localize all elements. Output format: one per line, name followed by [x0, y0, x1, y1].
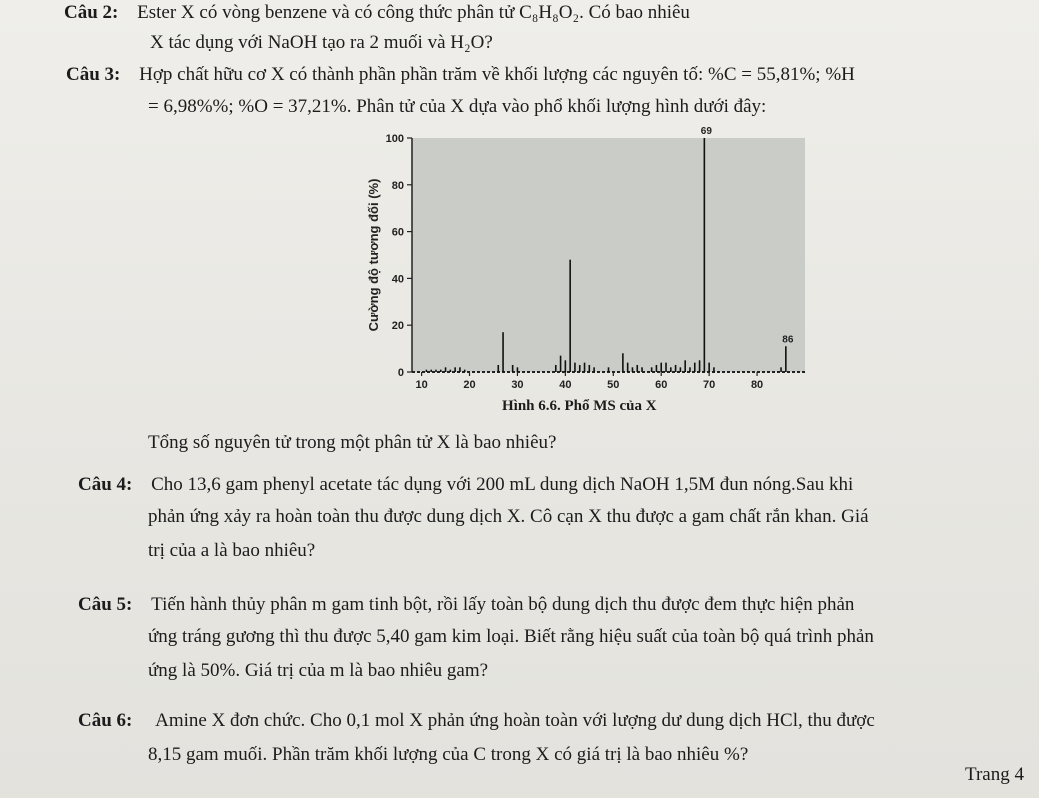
x-tick-label: 70 [703, 379, 716, 391]
question-2-line-2: X tác dụng với NaOH tạo ra 2 muối và H₂O? [150, 32, 493, 53]
y-tick-label: 60 [391, 226, 404, 239]
figure-caption: Hình 6.6. Phổ MS của X [502, 398, 657, 414]
question-3-prompt: Tổng số nguyên tử trong một phân tử X là bao nhiêu? [148, 432, 557, 453]
mass-spectrum-svg [360, 110, 820, 400]
plot-area [412, 138, 805, 372]
x-tick-label: 30 [511, 379, 524, 391]
question-2-line-1 [64, 2, 690, 24]
question-4-text-1: Cho 13,6 gam phenyl acetate tác dụng với 200 mL dung dịch NaOH 1,5M đun nóng.Sau khi [151, 474, 854, 495]
question-6-line-2: 8,15 gam muối. Phần trăm khối lượng của C trong X có giá trị là bao nhiêu %? [148, 744, 749, 765]
y-tick-label: 20 [391, 320, 404, 333]
question-4-label: Câu 4: [78, 474, 133, 495]
question-3-label: Câu 3: [66, 64, 121, 85]
question-5-line-3: ứng là 50%. Giá trị của m là bao nhiêu gam? [148, 660, 489, 681]
question-5-line-2: ứng tráng gương thì thu được 5,40 gam kim loại. Biết rằng hiệu suất của toàn bộ quá trình phản [148, 626, 874, 647]
question-4-line-3: trị của a là bao nhiêu? [148, 540, 316, 561]
y-tick-label: 0 [397, 367, 404, 379]
x-tick-label: 60 [655, 379, 668, 391]
question-6-text-1: Amine X đơn chức. Cho 0,1 mol X phản ứng hoàn toàn với lượng dư dung dịch HCl, thu được [155, 710, 875, 731]
question-2-text-1: Ester X có vòng benzene và có công thức phân tử C₈H₈O₂. Có bao nhiêu [137, 2, 690, 23]
question-6-line-1 [78, 710, 875, 732]
question-3-line-1 [66, 64, 855, 86]
mass-spectrum-chart [360, 110, 820, 420]
x-tick-label: 50 [607, 379, 620, 391]
question-3-text-1: Hợp chất hữu cơ X có thành phần phần trăm về khối lượng các nguyên tố: %C = 55,81%; %H [139, 64, 855, 85]
x-tick-label: 40 [559, 379, 572, 391]
y-tick-label: 100 [385, 133, 404, 145]
y-axis-label: Cường độ tương đối (%) [366, 178, 381, 332]
y-tick-label: 40 [391, 273, 404, 286]
question-2-label: Câu 2: [64, 2, 119, 23]
question-3-line-2: = 6,98%%; %O = 37,21%. Phân tử của X dựa vào phổ khối lượng hình dưới đây: [148, 96, 767, 117]
question-4-line-1 [78, 474, 853, 496]
question-5-line-1 [78, 594, 854, 616]
question-5-text-1: Tiến hành thủy phân m gam tinh bột, rồi lấy toàn bộ dung dịch thu được đem thực hiện phản [151, 594, 855, 615]
x-tick-label: 10 [415, 379, 428, 391]
page-number: Trang 4 [965, 764, 1024, 785]
question-6-label: Câu 6: [78, 710, 133, 731]
peak-label: 69 [700, 126, 712, 137]
question-4-line-2: phản ứng xảy ra hoàn toàn thu được dung dịch X. Cô cạn X thu được a gam chất rắn khan. Giá [148, 506, 869, 527]
y-tick-label: 80 [391, 179, 404, 192]
question-5-label: Câu 5: [78, 594, 133, 615]
x-tick-label: 80 [750, 379, 764, 391]
peak-label: 86 [782, 334, 794, 346]
x-tick-label: 20 [463, 379, 476, 391]
